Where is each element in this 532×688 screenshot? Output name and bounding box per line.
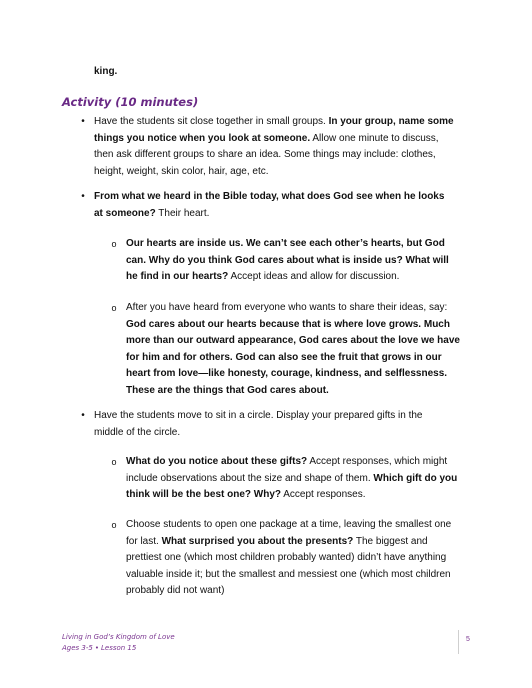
footer-title: Living in God’s Kingdom of Love [62, 633, 175, 641]
activity-heading: Activity (10 minutes) [62, 95, 199, 109]
bullet-item [81, 114, 454, 180]
sub-item [111, 236, 461, 286]
sub-item [111, 517, 461, 600]
bullet-marker: • [81, 410, 85, 421]
sub-text-bold: Our hearts are inside us. We can’t see each other’s hearts, but God can. Why do you think God cares about what is inside us? What will he find in our hearts? [126, 238, 449, 282]
footer-subtitle [62, 643, 175, 654]
page-number: 5 [466, 636, 470, 643]
sub-text-bold: God cares about our hearts because that is where love grows. Much more than our outward appearance, God cares about the love we have for him and for others. God can also see the fruit that grows in our heart from love—like honesty, courage, kindness, and selflessness. These are the things that God cares about. [126, 318, 460, 396]
sub-text-part: The biggest and prettiest one (which most children probably wanted) didn’t have anything valuable inside it; but the smallest and messiest one (which most children probably did not want) [126, 535, 451, 596]
bullet-text-bold: From what we heard in the Bible today, what does God see when he looks at someone? [94, 191, 445, 219]
sub-text [126, 302, 460, 396]
carryover-text: king. [94, 66, 118, 77]
sub-text-bold: Which gift do you think will be the best one? Why? [126, 472, 458, 500]
bullet-text [94, 116, 454, 177]
sub-item [111, 300, 461, 399]
sub-marker: o [111, 239, 117, 249]
sub-text-part: Accept ideas and allow for discussion. [228, 271, 400, 282]
bullet-text-part: Have the students sit close together in small groups. [94, 116, 329, 127]
sub-text-bold: What surprised you about the presents? [161, 535, 354, 547]
footer [62, 632, 175, 654]
bullet-item [81, 189, 454, 222]
sub-text [126, 238, 449, 282]
bullet-text: Have the students move to sit in a circle. Display your prepared gifts in the middle of the circle. [94, 410, 423, 438]
sub-text-bold: What do you notice about these gifts? [126, 456, 308, 467]
footer-ages: Ages 3-5 [62, 644, 93, 652]
bullet-marker: • [81, 116, 85, 127]
sub-marker: o [111, 457, 117, 467]
sub-marker: o [111, 303, 117, 313]
bullet-text-part: Allow one minute to discuss, then ask different groups to share an idea. Some things may include: clothes, height, weight, skin color, hair, age, etc. [94, 132, 439, 177]
bullet-item [81, 408, 454, 441]
sub-text [126, 519, 451, 596]
bullet-marker: • [81, 191, 85, 202]
bullet-text-part: Their heart. [155, 207, 210, 219]
sub-text-part: Choose students to open one package at a time, leaving the smallest one for last. [126, 519, 452, 547]
sub-marker: o [111, 520, 117, 530]
sub-text-part: Accept responses. [281, 489, 366, 500]
sub-text-part: After you have heard from everyone who wants to share their ideas, say: [126, 302, 448, 313]
footer-separator: • [94, 644, 99, 652]
footer-divider [458, 630, 459, 654]
sub-text-part: Accept responses, which might include observations about the size and shape of them. [126, 456, 448, 484]
bullet-text [94, 191, 444, 219]
sub-item [111, 454, 461, 504]
bullet-text-bold: In your group, name some things you notice when you look at someone. [94, 116, 454, 144]
sub-text [126, 456, 457, 500]
footer-lesson: Lesson 15 [100, 644, 137, 652]
